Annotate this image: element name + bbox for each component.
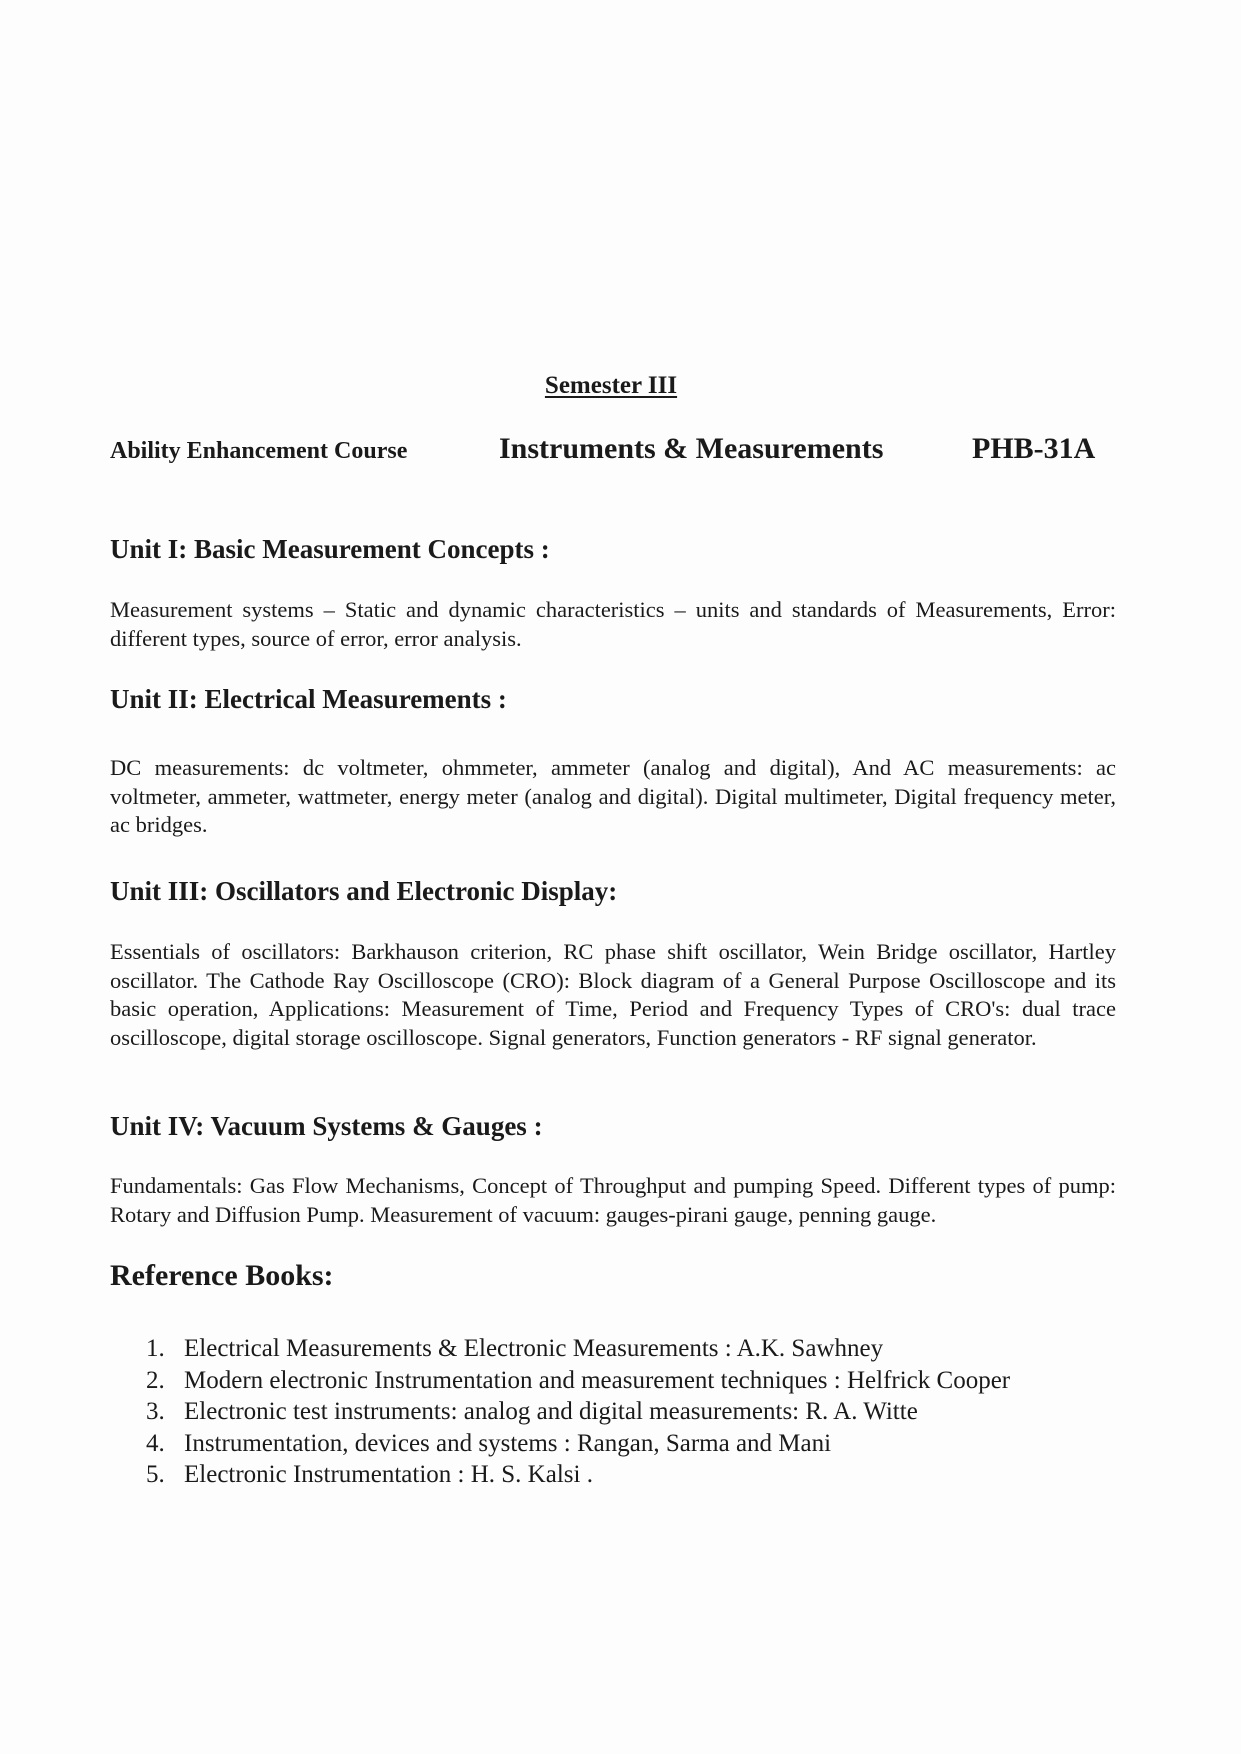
list-item-number: 1. <box>146 1335 165 1362</box>
list-item <box>146 1428 1010 1460</box>
list-item-number: 4. <box>146 1429 165 1457</box>
list-item-text: Electrical Measurements & Electronic Measurements : A.K. Sawhney <box>184 1335 884 1362</box>
list-item-number: 2. <box>146 1366 165 1394</box>
list-item <box>146 1459 1010 1491</box>
list-item-text: Modern electronic Instrumentation and measurement techniques : Helfrick Cooper <box>184 1366 1011 1394</box>
list-item <box>146 1333 1010 1365</box>
list-item-number: 5. <box>146 1461 165 1488</box>
course-code: PHB-31A <box>972 432 1096 465</box>
unit-1-text: Measurement systems – Static and dynamic characteristics – units and standards of Measurements, Error: different types, source of error, error analysis. <box>110 597 1116 651</box>
unit-3-heading: Unit III: Oscillators and Electronic Display: <box>110 876 618 906</box>
unit-4-text: Fundamentals: Gas Flow Mechanisms, Concept of Throughput and pumping Speed. Different types of pump: Rotary and Diffusion Pump. Measurement of vacuum: gauges-pirani gauge, penning gauge. <box>110 1173 1116 1227</box>
list-item-number: 3. <box>146 1398 165 1425</box>
unit-2-text: DC measurements: dc voltmeter, ohmmeter, ammeter (analog and digital), And AC measurements: ac voltmeter, ammeter, wattmeter, energy meter (analog and digital). Digital multimeter, Digital frequency meter, ac bridges. <box>110 755 1116 837</box>
list-item <box>146 1365 1010 1397</box>
unit-1-heading: Unit I: Basic Measurement Concepts : <box>110 534 550 564</box>
list-item-text: Electronic Instrumentation : H. S. Kalsi . <box>184 1461 593 1488</box>
list-item-text: Instrumentation, devices and systems : Rangan, Sarma and Mani <box>184 1429 832 1457</box>
unit-3-text: Essentials of oscillators: Barkhauson criterion, RC phase shift oscillator, Wein Bridge oscillator, Hartley oscillator. The Cathode Ray Oscilloscope (CRO): Block diagram of a General Purpose Oscilloscope and its basic operation, Applications: Measurement of Time, Period and Frequency Types of CRO's: dual trace oscilloscope, digital storage oscilloscope. Signal generators, Function generators - RF signal generator. <box>110 939 1116 1050</box>
unit-4-heading: Unit IV: Vacuum Systems & Gauges : <box>110 1111 543 1141</box>
list-item <box>146 1396 1010 1428</box>
semester-heading: Semester III <box>544 372 678 399</box>
unit-2-heading: Unit II: Electrical Measurements : <box>110 684 507 714</box>
course-type: Ability Enhancement Course <box>110 438 408 464</box>
reference-books-list <box>146 1333 1010 1491</box>
course-header-row <box>110 432 1110 472</box>
reference-books-heading: Reference Books: <box>110 1259 334 1292</box>
list-item-text: Electronic test instruments: analog and digital measurements: R. A. Witte <box>184 1398 918 1425</box>
course-title: Instruments & Measurements <box>499 432 884 465</box>
